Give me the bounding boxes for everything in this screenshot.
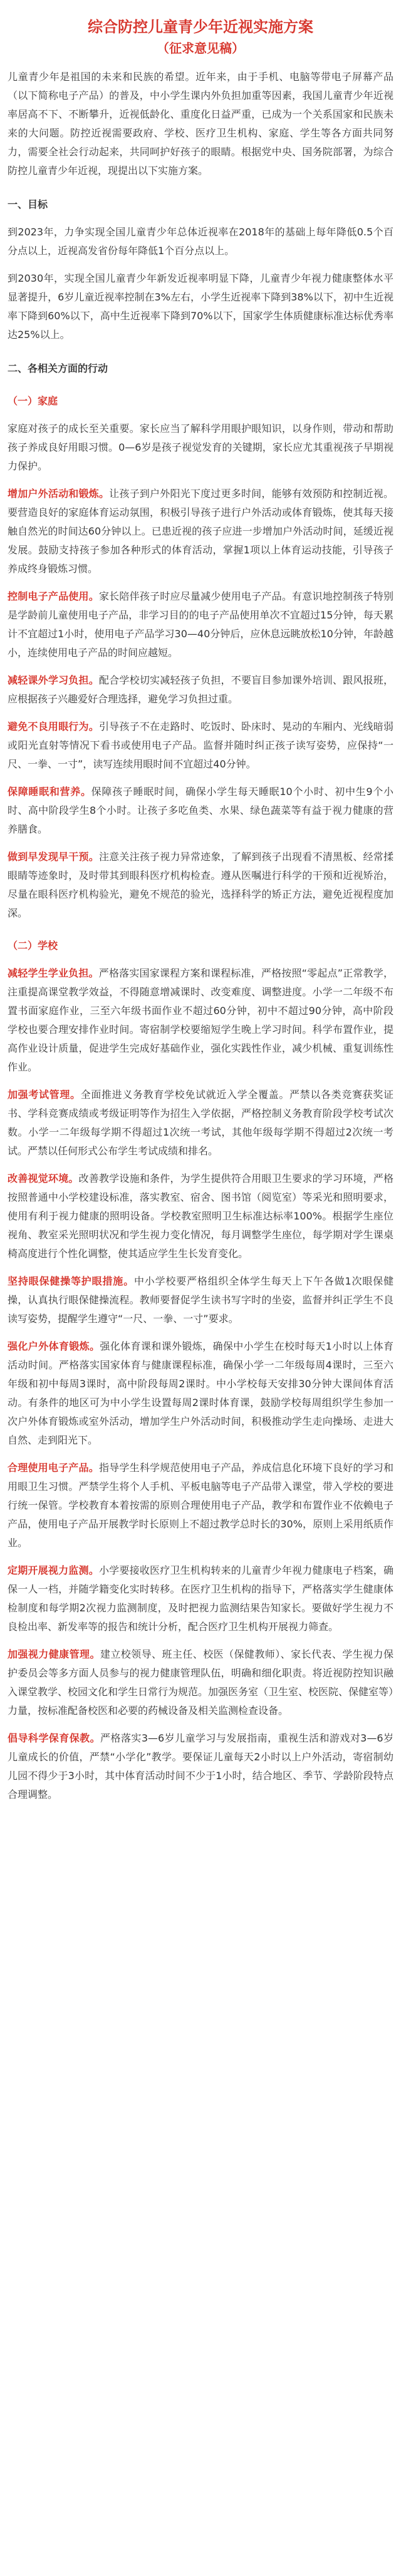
- goals-paragraph-2023: 到2023年，力争实现全国儿童青少年总体近视率在2018年的基础上每年降低0.5个百分点以上，近视高发省份每年降低1个百分点以上。: [8, 226, 393, 257]
- school-item-text: 小学要接收医疗卫生机构转来的儿童青少年视力健康电子档案，确保一人一档，并随学籍变化实时转移。在医疗卫生机构的指导下，严格落实学生健康体检制度和每学期2次视力监测制度，及时把视力监测结果告知家长。要做好学生视力不良检出率、新发率等的报告和统计分析，配合医疗卫生机构开展视力筛查。: [8, 1564, 393, 1633]
- family-item: [8, 783, 393, 839]
- family-item-text: 保障孩子睡眠时间，确保小学生每天睡眠10个小时、初中生9个小时、高中阶段学生8个小时。让孩子多吃鱼类、水果、绿色蔬菜等有益于视力健康的营养膳食。: [8, 786, 393, 835]
- school-item: [8, 1085, 393, 1161]
- goals-paragraph-2030: 到2030年，实现全国儿童青少年新发近视率明显下降，儿童青少年视力健康整体水平显著提升，6岁儿童近视率控制在3%左右，小学生近视率下降到38%以下，初中生近视率下降到60%以下，高中生近视率下降到70%以下，国家学生体质健康标准达标优秀率达25%以上。: [8, 272, 393, 341]
- family-item: [8, 587, 393, 662]
- school-item: [8, 1272, 393, 1328]
- family-item-lead: 做到早发现早干预。: [8, 851, 99, 863]
- family-item-lead: 增加户外活动和锻炼。: [8, 488, 110, 500]
- school-items-list: [0, 964, 401, 1804]
- document-page: [0, 16, 401, 1828]
- family-item-lead: 保障睡眠和营养。: [8, 786, 91, 798]
- school-item: [8, 1169, 393, 1263]
- school-item-lead: 强化户外体育锻炼。: [8, 1340, 100, 1352]
- school-item-text: 指导学生科学规范使用电子产品，养成信息化环境下良好的学习和用眼卫生习惯。严禁学生将个人手机、平板电脑等电子产品带入课堂，带入学校的要进行统一保管。学校教育本着按需的原则合理使用电子产品，教学和布置作业不依赖电子产品，使用电子产品开展教学时长原则上不超过教学总时长的30%，原则上采用纸质作业。: [8, 1462, 393, 1549]
- family-item: [8, 485, 393, 578]
- family-item: [8, 848, 393, 923]
- family-item-lead: 避免不良用眼行为。: [8, 721, 99, 732]
- document-title: 综合防控儿童青少年近视实施方案: [88, 18, 313, 36]
- family-item-lead: 控制电子产品使用。: [8, 590, 99, 602]
- school-item-text: 建立校领导、班主任、校医（保健教师）、家长代表、学生视力保护委员会等多方面人员参与的视力健康管理队伍，明确和细化职责。将近视防控知识融入课堂教学、校园文化和学生日常行为规范。加强医务室（卫生室、校医院、保健室等）力量，按标准配备校医和必要的药械设备及相关监测检查设备。: [8, 1648, 394, 1716]
- intro-paragraph: 儿童青少年是祖国的未来和民族的希望。近年来，由于手机、电脑等带电子屏幕产品（以下简称电子产品）的普及，中小学生课内外负担加重等因素，我国儿童青少年近视率居高不下、不断攀升，近视低龄化、重度化日益严重，已成为一个关系国家和民族未来的大问题。防控近视需要政府、学校、医疗卫生机构、家庭、学生等各方面共同努力，需要全社会行动起来，共同呵护好孩子的眼睛。根据党中央、国务院部署，为综合防控儿童青少年近视，现提出以下实施方案。: [8, 71, 393, 177]
- document-subtitle: （征求意见稿）: [157, 41, 244, 56]
- school-item: [8, 1459, 393, 1552]
- school-heading: （二）学校: [8, 940, 58, 952]
- family-item-text: 让孩子到户外阳光下度过更多时间，能够有效预防和控制近视。要营造良好的家庭体育运动氛围，积极引导孩子进行户外活动或体育锻炼，使其每天接触自然光的时间达60分钟以上。已患近视的孩子应进一步增加户外活动时间，延缓近视发展。鼓励支持孩子参加各种形式的体育活动，掌握1项以上体育运动技能，引导孩子养成终身锻炼习惯。: [8, 488, 393, 575]
- school-item-text: 严格落实3—6岁儿童学习与发展指南，重视生活和游戏对3—6岁儿童成长的价值，严禁“小学化”教学。要保证儿童每天2小时以上户外活动，寄宿制幼儿园不得少于3小时，其中体育活动时间不少于1小时，结合地区、季节、学龄阶段特点合理调整。: [8, 1732, 393, 1800]
- school-item: [8, 1645, 393, 1720]
- school-item: [8, 964, 393, 1077]
- family-item-text: 注意关注孩子视力异常迹象，了解到孩子出现看不清黑板、经常揉眼睛等迹象时，及时带其到眼科医疗机构检查。遵从医嘱进行科学的干预和近视矫治，尽量在眼科医疗机构验光，避免不规范的验光，选择科学的矫正方法，避免近视程度加深。: [8, 851, 393, 919]
- school-item-text: 改善教学设施和条件，为学生提供符合用眼卫生要求的学习环境，严格按照普通中小学校建设标准，落实教室、宿舍、图书馆（阅览室）等采光和照明要求，使用有利于视力健康的照明设备。学校教室照明卫生标准达标率100%。根据学生座位视角、教室采光照明状况和学生视力变化情况，每月调整学生座位，每学期对学生课桌椅高度进行个性化调整，使其适应学生生长发育变化。: [8, 1173, 393, 1260]
- section-goals-heading: 一、目标: [8, 198, 48, 210]
- school-item-lead: 减轻学生学业负担。: [8, 967, 99, 979]
- school-item-lead: 加强考试管理。: [8, 1089, 81, 1101]
- school-item-text: 中小学校要严格组织全体学生每天上下午各做1次眼保健操，认真执行眼保健操流程。教师要督促学生读书写字时的坐姿，监督并纠正学生不良读写姿势，提醒学生遵守“一尺、一拳、一寸”要求。: [8, 1275, 393, 1325]
- family-item: [8, 717, 393, 774]
- school-item-lead: 定期开展视力监测。: [8, 1564, 99, 1576]
- school-item-text: 强化体育课和课外锻炼，确保中小学生在校时每天1小时以上体育活动时间。严格落实国家体育与健康课程标准，确保小学一二年级每周4课时，三至六年级和初中每周3课时，高中阶段每周2课时。中小学校每天安排30分钟大课间体育活动。有条件的地区可为中小学生设置每周2课时体育课，鼓励学校每周组织学生参加一次户外体育锻炼或室外活动，增加学生户外活动时间，积极推动学生走向操场、走进大自然、走到阳光下。: [8, 1340, 393, 1446]
- school-item-lead: 加强视力健康管理。: [8, 1648, 100, 1660]
- school-item-lead: 合理使用电子产品。: [8, 1462, 99, 1474]
- family-item: [8, 671, 393, 709]
- school-item-text: 全面推进义务教育学校免试就近入学全覆盖。严禁以各类竞赛获奖证书、学科竞赛成绩或考级证明等作为招生入学依据，严格控制义务教育阶段学校考试次数。小学一二年级每学期不得超过1次统一考试，其他年级每学期不得超过2次统一考试。严禁以任何形式公布学生考试成绩和排名。: [8, 1089, 393, 1157]
- school-item-lead: 坚持眼保健操等护眼措施。: [8, 1275, 134, 1287]
- school-item-lead: 改善视觉环境。: [8, 1173, 79, 1184]
- family-heading: （一）家庭: [8, 395, 58, 407]
- family-items-list: [0, 485, 401, 923]
- school-item: [8, 1729, 393, 1804]
- family-item-text: 引导孩子不在走路时、吃饭时、卧床时、晃动的车厢内、光线暗弱或阳光直射等情况下看书或使用电子产品。监督并随时纠正孩子读写姿势，应保持“一尺、一拳、一寸”，读写连续用眼时间不宜超过40分钟。: [8, 721, 393, 770]
- school-item: [8, 1561, 393, 1636]
- family-intro-paragraph: 家庭对孩子的成长至关重要。家长应当了解科学用眼护眼知识，以身作则，带动和帮助孩子养成良好用眼习惯。0—6岁是孩子视觉发育的关键期，家长应尤其重视孩子早期视力保护。: [8, 423, 393, 472]
- school-item-text: 严格落实国家课程方案和课程标准，严格按照“零起点”正常教学，注重提高课堂教学效益，不得随意增减课时、改变难度、调整进度。小学一二年级不布置书面家庭作业，三至六年级书面作业不超过60分钟，初中不超过90分钟，高中阶段学校也要合理安排作业时间。寄宿制学校要缩短学生晚上学习时间。科学布置作业，提高作业设计质量，促进学生完成好基础作业，强化实践性作业，减少机械、重复训练性作业。: [8, 967, 393, 1073]
- section-actions-heading: 二、各相关方面的行动: [8, 362, 108, 374]
- family-item-text: 家长陪伴孩子时应尽量减少使用电子产品。有意识地控制孩子特别是学龄前儿童使用电子产品，非学习目的的电子产品使用单次不宜超过15分钟，每天累计不宜超过1小时，使用电子产品学习30—40分钟后，应休息远眺放松10分钟，年龄越小，连续使用电子产品的时间应越短。: [8, 590, 393, 659]
- school-item: [8, 1337, 393, 1450]
- family-item-lead: 减轻课外学习负担。: [8, 674, 99, 686]
- school-item-lead: 倡导科学保育保教。: [8, 1732, 101, 1744]
- family-item-text: 配合学校切实减轻孩子负担，不要盲目参加课外培训、跟风报班，应根据孩子兴趣爱好合理选择，避免学习负担过重。: [8, 674, 393, 705]
